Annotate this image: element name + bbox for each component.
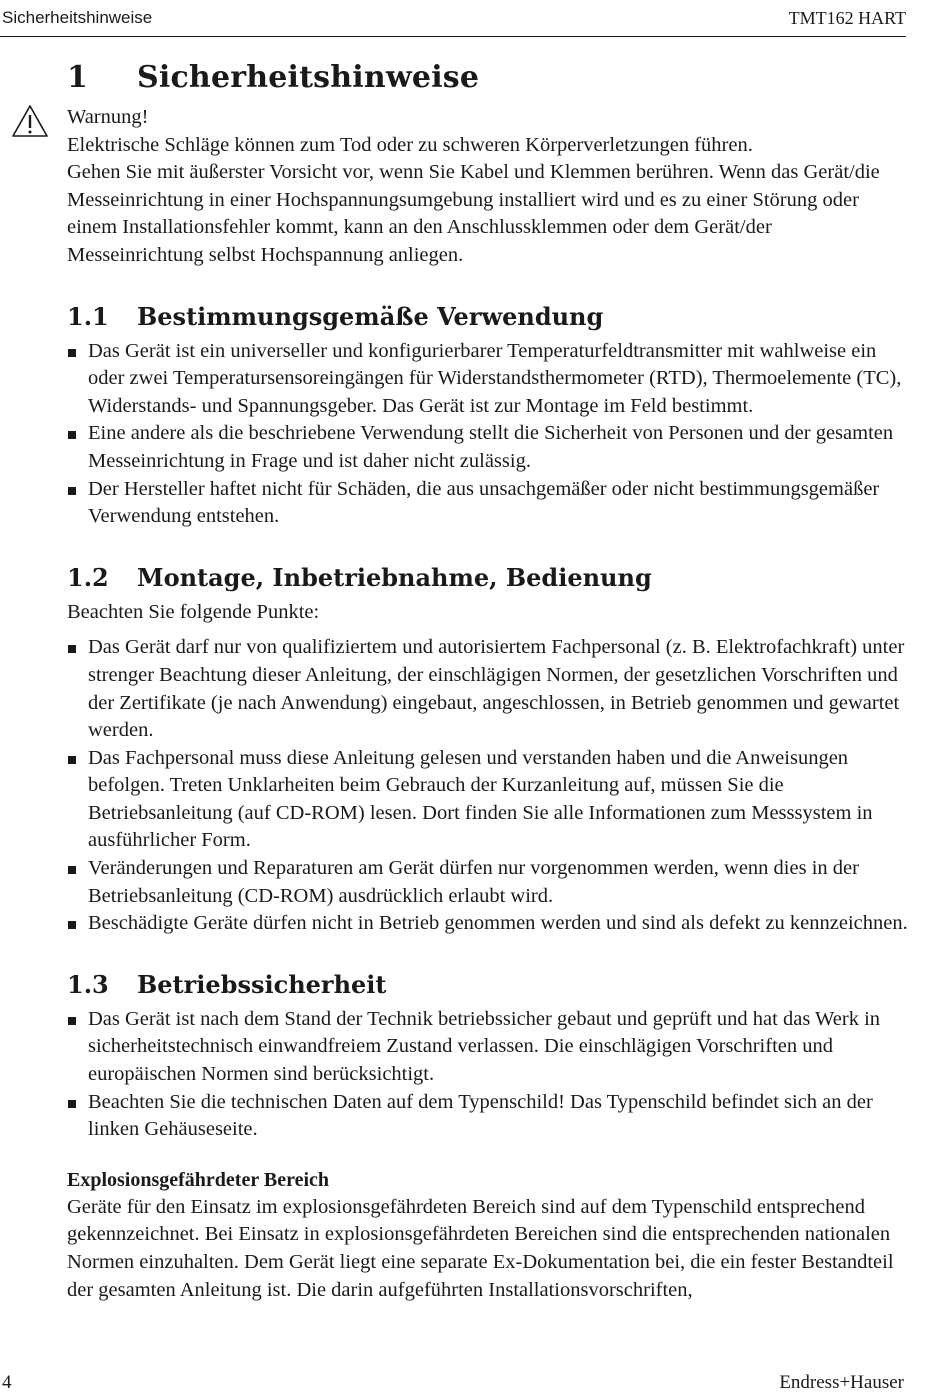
bullet-list: [67, 338, 909, 531]
list-item-text: Das Gerät ist ein universeller und konfigurierbarer Temperaturfeldtransmitter mit wahlweise ein oder zwei Temperatursensoreingängen für Widerstandsthermometer (RTD), Thermoelemente (TC), Widerstands- und Spannungsgeber. Das Gerät ist zur Montage im Feld bestimmt.: [88, 339, 902, 417]
section-title: Betriebssicherheit: [137, 969, 387, 999]
chapter-heading: [67, 56, 909, 100]
list-item-text: Der Hersteller haftet nicht für Schäden, die aus unsachgemäßer oder nicht bestimmungsgemäßer Verwendung entstehen.: [88, 477, 880, 528]
header-section-title: Sicherheitshinweise: [2, 8, 153, 27]
section-title: Bestimmungsgemäße Verwendung: [137, 301, 604, 331]
section-number: 1.1: [67, 301, 109, 331]
section-heading: [67, 561, 909, 595]
bullet-square-icon: [68, 1100, 76, 1108]
bullet-list: [67, 1006, 909, 1144]
list-item-text: Beschädigte Geräte dürfen nicht in Betrieb genommen werden und sind als defekt zu kennzeichnen.: [88, 912, 908, 935]
warning-line: Elektrische Schläge können zum Tod oder zu schweren Körperverletzungen führen.: [67, 133, 753, 156]
chapter-title: Sicherheitshinweise: [137, 60, 480, 95]
bullet-square-icon: [68, 756, 76, 764]
list-item-text: Beachten Sie die technischen Daten auf dem Typenschild! Das Typenschild befindet sich an der linken Gehäuseseite.: [88, 1090, 873, 1141]
bullet-square-icon: [68, 645, 76, 653]
section-heading: [67, 300, 909, 334]
subsection-text: Geräte für den Einsatz im explosionsgefährdeten Bereich sind auf dem Typenschild entsprechend gekennzeichnet. Bei Einsatz in explosionsgefährdeten Bereichen sind die entsprechenden nationalen Normen einzuhalten. Dem Gerät liegt eine separate Ex-Dokumentation bei, die ein fester Bestandteil der gesamten Anleitung ist. Die darin aufgeführten Installationsvorschriften,: [67, 1195, 894, 1301]
list-item: [67, 338, 909, 421]
bullet-square-icon: [68, 431, 76, 439]
section-heading: [67, 968, 909, 1002]
warning-triangle-icon: [11, 104, 49, 138]
list-item-text: Das Gerät darf nur von qualifiziertem und autorisiertem Fachpersonal (z. B. Elektrofachkraft) unter strenger Beachtung dieser Anleitung, der einschlägigen Normen, der gesetzlichen Vorschriften und der Zertifikate (je nach Anwendung) eingebaut, angeschlossen, in Betrieb genommen und gewartet werden.: [88, 636, 905, 742]
list-item: [67, 745, 909, 855]
section-intro: Beachten Sie folgende Punkte:: [67, 600, 320, 623]
section-number: 1.2: [67, 562, 109, 592]
bullet-list: [67, 634, 909, 938]
page-number: 4: [2, 1372, 12, 1393]
list-item: [67, 855, 909, 910]
brand-name: Endress+Hauser: [779, 1372, 904, 1393]
list-item-text: Das Fachpersonal muss diese Anleitung gelesen und verstanden haben und die Anweisungen befolgen. Treten Unklarheiten beim Gebrauch der Kurzanleitung auf, müssen Sie die Betriebsanleitung (auf CD-ROM) lesen. Dort finden Sie alle Informationen zum Messsystem in ausführlicher Form.: [88, 746, 873, 852]
list-item-text: Veränderungen und Reparaturen am Gerät dürfen nur vorgenommen werden, wenn dies in der Betriebsanleitung (CD-ROM) ausdrücklich erlaubt wird.: [88, 857, 859, 907]
list-item: [67, 634, 909, 744]
section-number: 1.3: [67, 969, 109, 999]
section-title: Montage, Inbetriebnahme, Bedienung: [137, 562, 652, 592]
list-item-text: Das Gerät ist nach dem Stand der Technik betriebssicher gebaut und geprüft und hat das Werk in sicherheitstechnisch einwandfreiem Zustand verlassen. Die einschlägigen Vorschriften und europäischen Normen sind berücksichtigt.: [88, 1007, 881, 1086]
page-header: [0, 6, 906, 37]
list-item: [67, 476, 909, 531]
bullet-square-icon: [68, 487, 76, 495]
bullet-square-icon: [68, 349, 76, 357]
list-item: [67, 1089, 909, 1144]
warning-label: Warnung!: [67, 106, 149, 128]
warning-line: Gehen Sie mit äußerster Vorsicht vor, wenn Sie Kabel und Klemmen berühren. Wenn das Gerät/die Messeinrichtung in einer Hochspannungsumgebung installiert wird und es zu einer Störung oder einem Installationsfehler kommt, kann an den Anschlussklemmen oder dem Gerät/der Messeinrichtung selbst Hochspannung anliegen.: [67, 161, 880, 266]
chapter-number: 1: [67, 60, 89, 95]
page-content: [67, 56, 909, 1304]
bullet-square-icon: [68, 1017, 76, 1025]
list-item: [67, 910, 909, 938]
bullet-square-icon: [68, 921, 76, 929]
warning-block: [67, 104, 909, 270]
header-product-name: TMT162 HART: [788, 8, 906, 28]
list-item: [67, 1006, 909, 1089]
list-item-text: Eine andere als die beschriebene Verwendung stellt die Sicherheit von Personen und der gesamten Messeinrichtung in Frage und ist daher nicht zulässig.: [88, 422, 894, 472]
subsection-heading: Explosionsgefährdeter Bereich: [67, 1168, 330, 1191]
list-item: [67, 420, 909, 475]
bullet-square-icon: [68, 866, 76, 874]
